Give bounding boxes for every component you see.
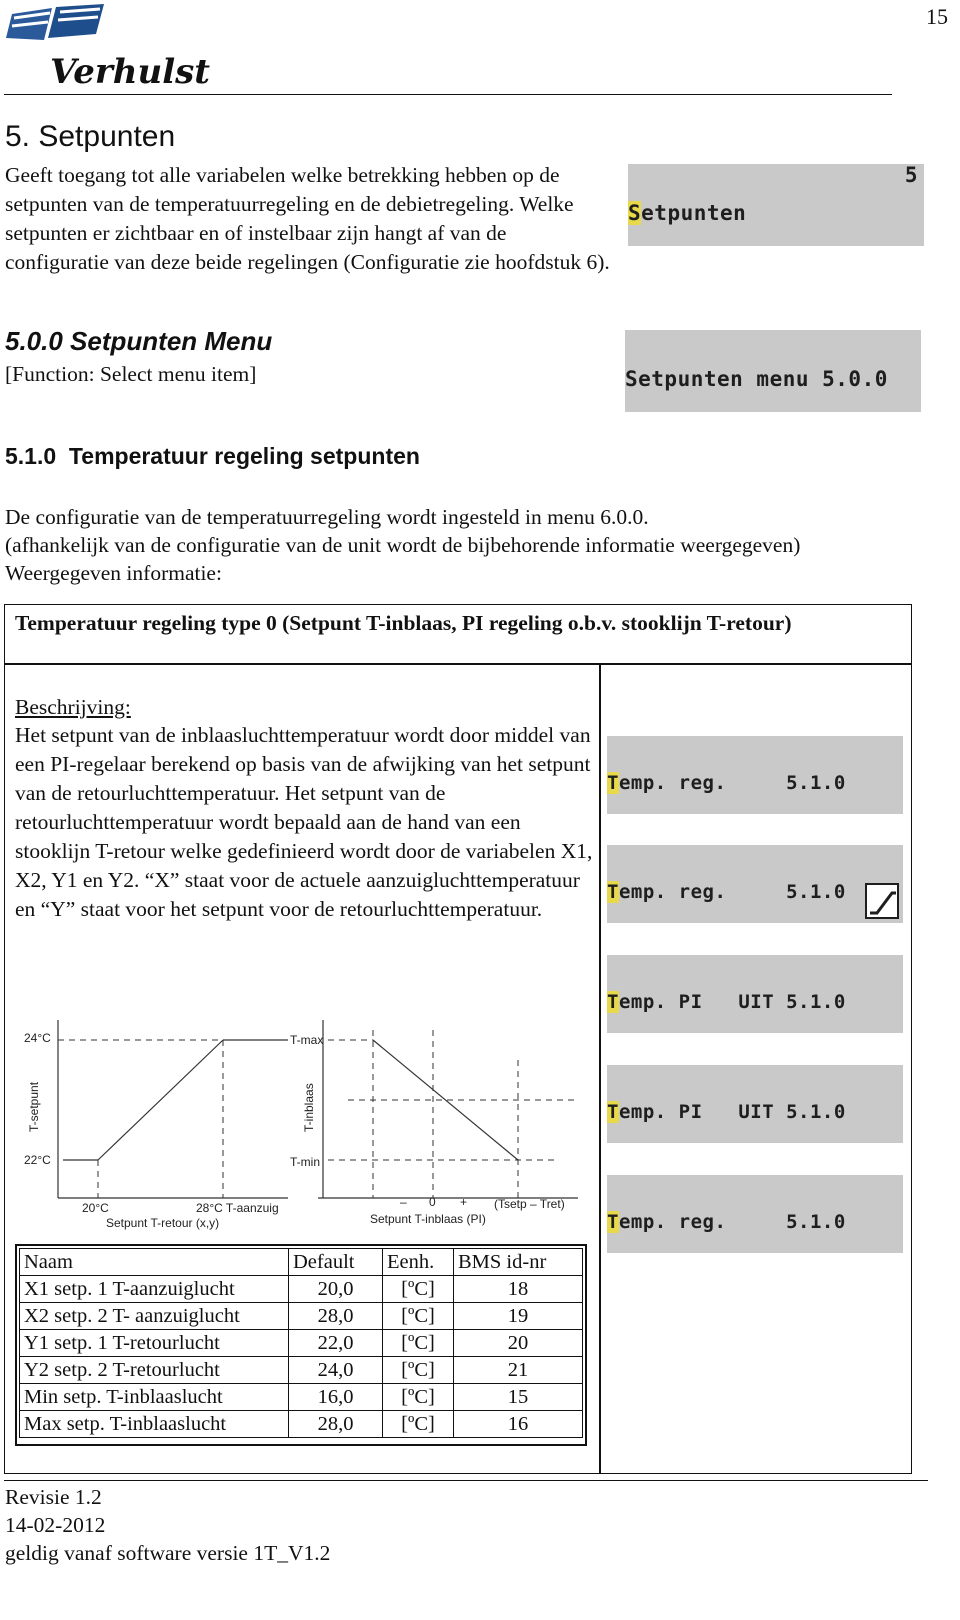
table-cell: Y1 setp. 1 T-retourlucht: [20, 1330, 289, 1357]
column-rule: [599, 663, 601, 1473]
lcd-setpunten: [628, 164, 924, 246]
table-cell: Max setp. T-inblaaslucht: [20, 1411, 289, 1438]
table-cell: [ºC]: [383, 1384, 454, 1411]
paragraph: (afhankelijk van de configuratie van de unit wordt de bijbehorende informatie weergegeven): [5, 533, 801, 557]
table-row: [20, 1330, 583, 1357]
table-row: [20, 1357, 583, 1384]
lcd-line: emp. reg. 5.1.0: [618, 1211, 846, 1233]
y-tick-top: 24°C: [24, 1031, 51, 1045]
x-tick-left: 20°C: [82, 1201, 109, 1215]
lcd-cursor: T: [607, 881, 619, 903]
table-row: [20, 1384, 583, 1411]
table-cell: 28,0: [289, 1411, 383, 1438]
table-cell: [ºC]: [383, 1357, 454, 1384]
curve-icon: [865, 883, 899, 919]
table-cell: 20,0: [289, 1276, 383, 1303]
table-row: [20, 1303, 583, 1330]
lcd-line: emp. PI UIT 5.1.0: [618, 991, 846, 1013]
x-tick-plus: +: [460, 1195, 468, 1209]
description-text: Het setpunt van de inblaasluchttemperatuur wordt door middel van een PI-regelaar berekend op basis van de afwijking van het setpunt van de retourluchttemperatuur. Het setpunt van de retourluchttemperatuur wordt bepaald aan de hand van een stooklijn T-retour welke gedefinieerd wordt door de variabelen X1, X2, Y1 en Y2. “X” staat voor de actuele aanzuigluchttemperatuur en “Y” staat voor het setpunt voor de retourluchttemperatuur.: [15, 723, 593, 921]
heading-rule: [5, 663, 911, 665]
table-cell: 20: [454, 1330, 583, 1357]
footer-version: geldig vanaf software versie 1T_V1.2: [5, 1541, 331, 1565]
column-header: Default: [289, 1249, 383, 1276]
footer-date: 14-02-2012: [5, 1513, 106, 1537]
lcd-line: emp. reg. 5.1.0: [618, 772, 846, 794]
column-header: Naam: [20, 1249, 289, 1276]
table-cell: X2 setp. 2 T- aanzuiglucht: [20, 1303, 289, 1330]
table-cell: X1 setp. 1 T-aanzuiglucht: [20, 1276, 289, 1303]
page-number: 15: [926, 4, 948, 29]
lcd-cursor: S: [628, 201, 642, 225]
lcd-limieten: [607, 1175, 903, 1253]
lcd-temp-reg: [607, 736, 903, 814]
table-cell: [ºC]: [383, 1276, 454, 1303]
paragraph: De configuratie van de temperatuurregeling wordt ingesteld in menu 6.0.0.: [5, 505, 649, 529]
table-cell: [ºC]: [383, 1330, 454, 1357]
table-cell: 16: [454, 1411, 583, 1438]
function-note: [Function: Select menu item]: [5, 362, 257, 386]
y-axis-label: T-inblaas: [302, 1083, 316, 1132]
logo: [4, 2, 211, 94]
y-tick-top: T-max: [290, 1033, 324, 1047]
table-cell: 21: [454, 1357, 583, 1384]
y-tick-bottom: 22°C: [24, 1153, 51, 1167]
table-cell: 22,0: [289, 1330, 383, 1357]
lcd-stooklijn: [607, 845, 903, 923]
info-box-heading: Temperatuur regeling type 0 (Setpunt T-inblaas, PI regeling o.b.v. stooklijn T-retour): [15, 611, 792, 635]
lcd-cursor: T: [607, 772, 619, 794]
lcd-line: Setpunten menu 5.0.0: [625, 367, 888, 391]
column-header: Eenh.: [383, 1249, 454, 1276]
table-cell: Min setp. T-inblaaslucht: [20, 1384, 289, 1411]
table-cell: 15: [454, 1384, 583, 1411]
lcd-number: 5: [904, 164, 918, 187]
x-tick-right: 28°C T-aanzuig: [196, 1201, 279, 1215]
table-header-row: [20, 1249, 583, 1276]
y-tick-bottom: T-min: [290, 1155, 320, 1169]
table-cell: 28,0: [289, 1303, 383, 1330]
table-cell: [ºC]: [383, 1303, 454, 1330]
table-cell: Y2 setp. 2 T-retourlucht: [20, 1357, 289, 1384]
x-axis-label: Setpunt T-inblaas (PI): [370, 1212, 486, 1226]
table-cell: 19: [454, 1303, 583, 1330]
parameter-table-frame: [15, 1244, 587, 1446]
table-cell: [ºC]: [383, 1411, 454, 1438]
lcd-setpunten-menu: [625, 330, 921, 412]
table-row: [20, 1411, 583, 1438]
parameter-table: [19, 1248, 583, 1438]
table-cell: 16,0: [289, 1384, 383, 1411]
lcd-temp-pi-calc: [607, 1065, 903, 1143]
header-rule: [4, 94, 892, 95]
x-formula: (Tsetp – Tret): [494, 1197, 565, 1211]
lcd-line: emp. reg. 5.1.0: [618, 881, 846, 903]
subsection-title: 5.0.0 Setpunten Menu: [5, 326, 273, 356]
lcd-cursor: T: [607, 1211, 619, 1233]
stooklijn-diagram: [18, 1020, 598, 1235]
lcd-line: emp. PI UIT 5.1.0: [618, 1101, 846, 1123]
x-axis-label: Setpunt T-retour (x,y): [106, 1216, 220, 1230]
lcd-title: etpunten: [641, 201, 747, 225]
paragraph: Weergegeven informatie:: [5, 561, 222, 585]
table-cell: 24,0: [289, 1357, 383, 1384]
y-axis-label: T-setpunt: [27, 1081, 41, 1132]
table-cell: 18: [454, 1276, 583, 1303]
section-intro: Geeft toegang tot alle variabelen welke betrekking hebben op de setpunten van de temperatuurregeling en de debietregeling. Welke setpunten er zichtbaar en of instelbaar zijn hangt af van de configuratie van deze beide regelingen (Configuratie zie hoofdstuk 6).: [5, 163, 610, 274]
x-tick-minus: –: [400, 1195, 407, 1209]
subsection-title: 5.1.0 Temperatuur regeling setpunten: [5, 443, 420, 469]
table-row: [20, 1276, 583, 1303]
section-title: 5. Setpunten: [5, 120, 176, 153]
lcd-cursor: T: [607, 991, 619, 1013]
footer-revision: Revisie 1.2: [5, 1485, 102, 1509]
lcd-cursor: T: [607, 1101, 619, 1123]
logo-text: Verhulst: [50, 52, 211, 92]
description-label: Beschrijving:: [15, 695, 131, 719]
x-tick-zero: 0: [429, 1195, 436, 1209]
column-header: BMS id-nr: [454, 1249, 583, 1276]
footer-rule: [4, 1480, 928, 1481]
lcd-temp-pi: [607, 955, 903, 1033]
